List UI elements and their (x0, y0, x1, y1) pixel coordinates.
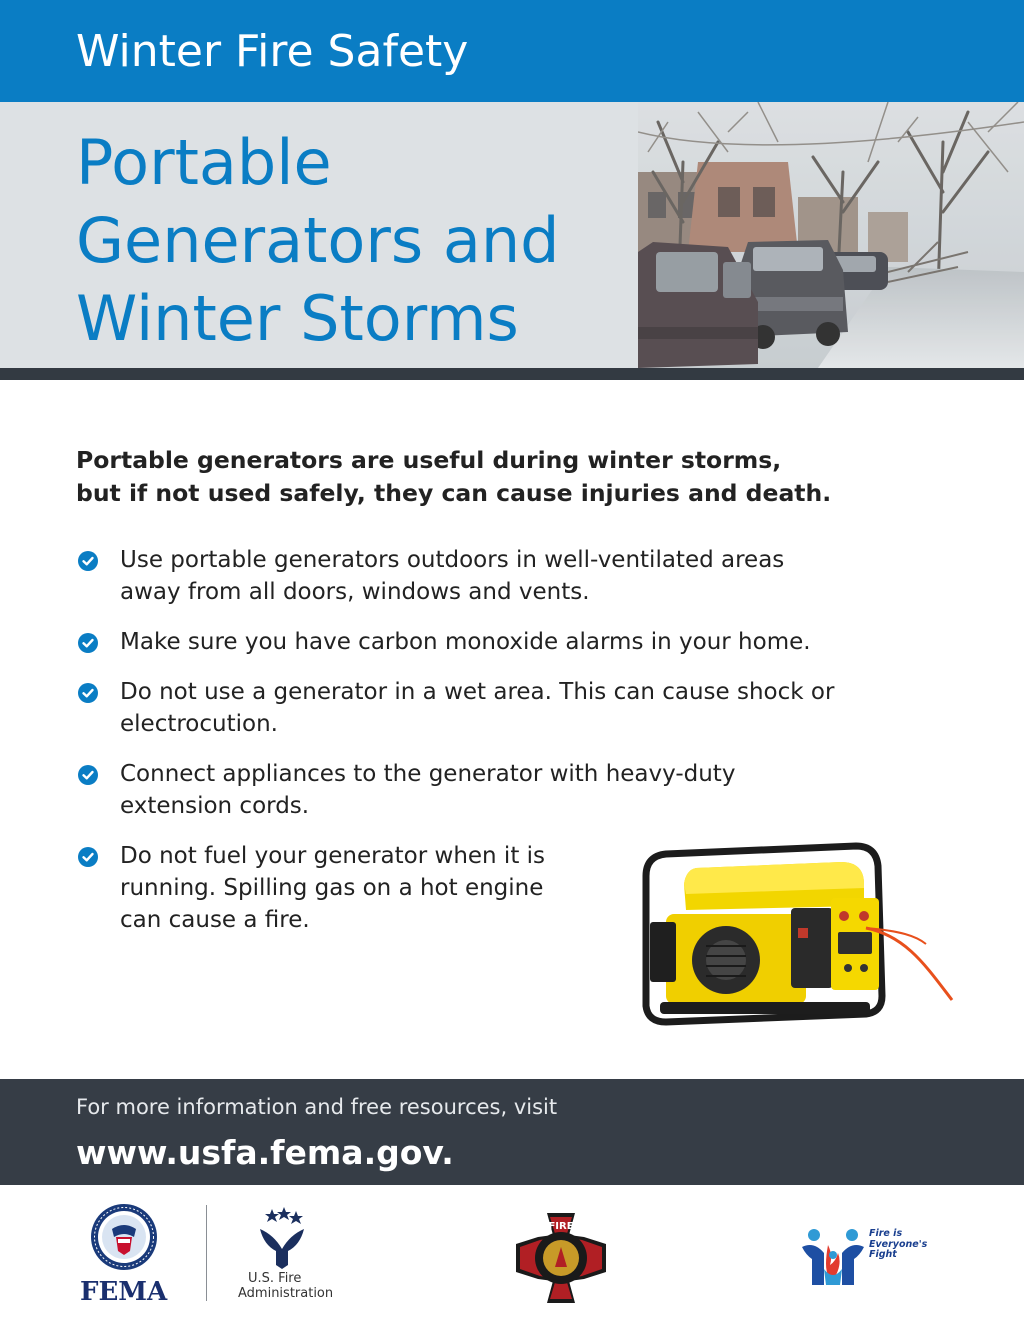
tip-line: can cause a fire. (120, 907, 310, 933)
tip-line: Use portable generators outdoors in well-ventilated areas (120, 547, 785, 573)
page-title (76, 124, 560, 358)
tip-line: Do not use a generator in a wet area. This can cause shock or (120, 679, 835, 705)
title-panel (0, 102, 638, 368)
footer-band (0, 1079, 1024, 1185)
fema-wordmark: FEMA (80, 1277, 168, 1307)
hero-divider (0, 368, 1024, 380)
tip-text (120, 626, 811, 658)
partner-logos (0, 1185, 1024, 1325)
maltese-cross-icon (514, 1211, 608, 1305)
usfa-line: U.S. Fire (248, 1271, 302, 1286)
dhs-seal-icon (90, 1203, 158, 1271)
tip-line: Make sure you have carbon monoxide alarms in your home. (120, 629, 811, 655)
top-banner (0, 0, 1024, 102)
check-circle-icon (78, 847, 98, 867)
tip-line: Do not fuel your generator when it is (120, 843, 546, 869)
kicker-title: Winter Fire Safety (76, 26, 469, 77)
check-circle-icon (78, 683, 98, 703)
fief-wordmark (869, 1229, 927, 1261)
tip-text (120, 758, 735, 822)
intro-line: Portable generators are useful during winter storms, (76, 446, 782, 474)
ice-storm-street-photo (638, 102, 1024, 368)
tip-line: electrocution. (120, 711, 278, 737)
street-scene-illustration (638, 102, 1024, 368)
title-line: Portable (76, 126, 332, 199)
tip-line: extension cords. (120, 793, 310, 819)
tip-line: Connect appliances to the generator with heavy-duty (120, 761, 736, 787)
more-info-text: For more information and free resources, visit (76, 1095, 558, 1119)
portable-generator-image (626, 836, 956, 1036)
tip-line: running. Spilling gas on a hot engine (120, 875, 544, 901)
tip-text (120, 840, 545, 936)
check-circle-icon (78, 551, 98, 571)
badge-fire-text: FIRE (548, 1221, 574, 1232)
eagle-icon (254, 1205, 310, 1269)
check-circle-icon (78, 765, 98, 785)
tip-line: away from all doors, windows and vents. (120, 579, 590, 605)
intro-line: but if not used safely, they can cause injuries and death. (76, 479, 832, 507)
fief-line: Fire is (869, 1228, 903, 1239)
logo-divider (206, 1205, 207, 1301)
family-figures-icon (798, 1225, 868, 1287)
fief-line: Everyone's (869, 1238, 928, 1250)
usfa-line: Administration (238, 1286, 334, 1301)
website-link[interactable]: www.usfa.fema.gov. (76, 1133, 454, 1172)
intro-statement (76, 444, 831, 510)
layout-anchor (0, 0, 1, 1)
fief-line: Fight (869, 1249, 897, 1260)
check-circle-icon (78, 633, 98, 653)
hero-section (0, 102, 1024, 368)
usfa-wordmark (238, 1271, 333, 1301)
tip-text (120, 676, 834, 740)
title-line: Generators and (76, 204, 560, 277)
title-line: Winter Storms (76, 282, 519, 355)
tip-text (120, 544, 784, 608)
